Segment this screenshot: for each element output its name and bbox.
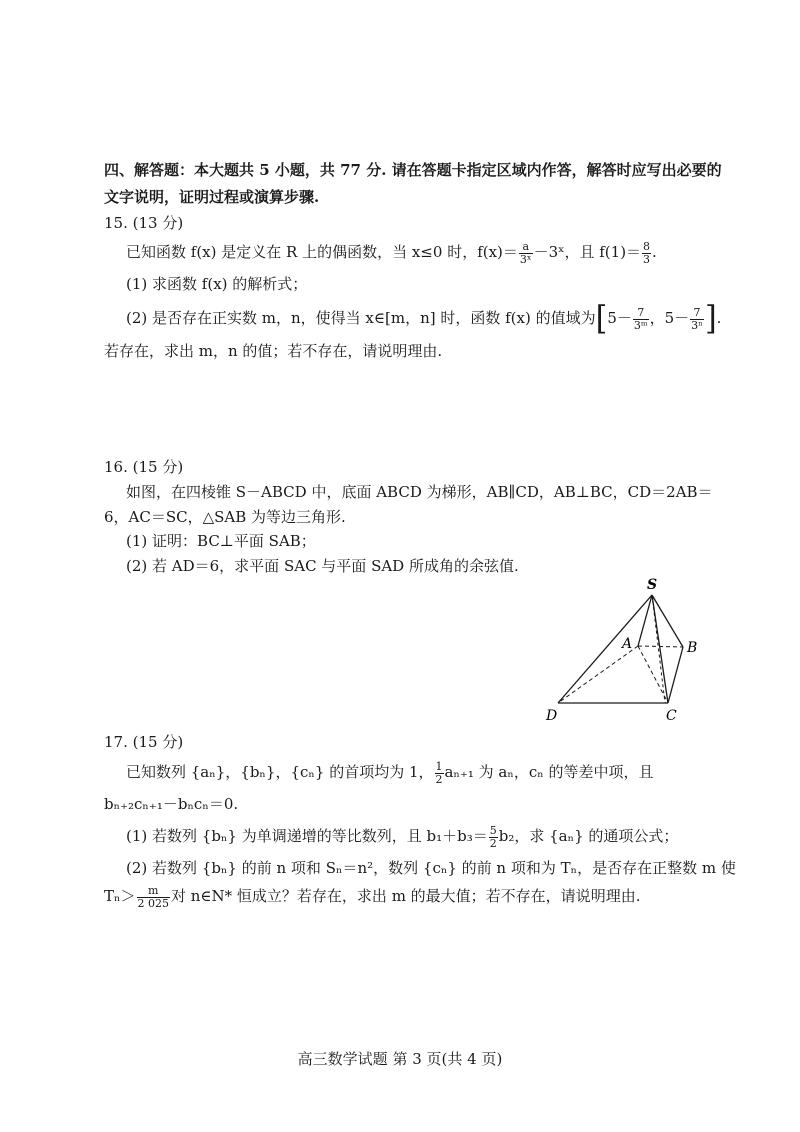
q17-stem bbox=[126, 758, 654, 786]
q15-stem: 已知函数 f(x) 是定义在 R 上的偶函数，当 x≤0 时，f(x)＝ $\frac{a}{\text{3ˣ}}$ －3ˣ，且 f(1)＝ $\frac{8}{3}$ . bbox=[126, 239, 657, 266]
label-s: S bbox=[647, 577, 658, 593]
q15-sub1: (1) 求函数 f(x) 的解析式； bbox=[126, 275, 308, 293]
q15-number: 15. (13 分) bbox=[104, 214, 184, 232]
q15-sub2: (2) 是否存在正实数 m，n，使得当 x∈[m，n] 时，函数 f(x) 的值域为[5－ $\frac{7}{\text{3ᵐ}}$ ，5－ $\frac{7}{\text{3ⁿ}}$ ]. bbox=[126, 299, 722, 338]
q17-sub2-line2 bbox=[104, 882, 640, 910]
q17-sub2-post: 对 n∈N* 恒成立？若存在，求出 m 的最大值；若不存在，请说明理由. bbox=[171, 887, 641, 905]
q17-stem-line2: bₙ₊₂cₙ₊₁－bₙcₙ＝0. bbox=[104, 795, 239, 813]
q15-sub2-line2: 若存在，求出 m，n 的值；若不存在，请说明理由. bbox=[104, 342, 443, 360]
q17-sub2-line1: (2) 若数列 {bₙ} 的前 n 项和 Sₙ＝n²，数列 {cₙ} 的前 n 项和为 Tₙ，是否存在正整数 m 使 bbox=[126, 859, 736, 877]
q15-frac-8: $\frac{8}{3}$ bbox=[643, 239, 651, 266]
q15-range-right-frac: $\frac{7}{\text{3ⁿ}}$ bbox=[691, 305, 703, 332]
q16-stem-line2: 6，AC＝SC，△SAB 为等边三角形. bbox=[104, 508, 346, 526]
q17-stem-part1: 已知数列 {aₙ}，{bₙ}，{cₙ} 的首项均为 1， bbox=[126, 763, 434, 781]
label-b: B bbox=[687, 640, 698, 656]
q17-frac-5: $\frac{5}{2}$ bbox=[489, 823, 497, 850]
q17-frac-m: $\frac{m}{2 025}$ bbox=[137, 883, 169, 910]
q16-stem-line1: 如图，在四棱锥 S－ABCD 中，底面 ABCD 为梯形，AB∥CD，AB⊥BC，CD＝2AB＝ bbox=[126, 483, 713, 501]
q15-stem-part1: 已知函数 f(x) 是定义在 R 上的偶函数，当 x≤0 时，f(x)＝ bbox=[126, 243, 518, 261]
q16-sub1: (1) 证明：BC⊥平面 SAB； bbox=[126, 532, 316, 550]
q17-stem-part2: aₙ₊₁ 为 aₙ，cₙ 的等差中项，且 bbox=[444, 763, 654, 781]
q17-sub1-part2: b₂，求 {aₙ} 的通项公式； bbox=[498, 827, 679, 845]
edge-sb bbox=[652, 595, 683, 647]
q17-sub2-pre: Tₙ＞ bbox=[104, 887, 136, 905]
edge-sd bbox=[558, 595, 652, 703]
q16-number: 16. (15 分) bbox=[104, 458, 184, 476]
label-c: C bbox=[666, 708, 677, 724]
edge-sc bbox=[652, 595, 668, 703]
q17-number: 17. (15 分) bbox=[104, 733, 184, 751]
pyramid-figure bbox=[540, 570, 710, 725]
q15-sub2-part1: (2) 是否存在正实数 m，n，使得当 x∈[m，n] 时，函数 f(x) 的值域为 bbox=[126, 309, 596, 327]
label-d: D bbox=[546, 708, 558, 724]
edge-cb bbox=[668, 647, 683, 703]
q15-range-left-frac: $\frac{7}{\text{3ᵐ}}$ bbox=[633, 305, 648, 332]
section-header-line2: 文字说明，证明过程或演算步骤. bbox=[104, 188, 320, 206]
q17-frac-half: $\frac{1}{2}$ bbox=[435, 759, 443, 786]
section-header-line1: 四、解答题：本大题共 5 小题，共 77 分. 请在答题卡指定区域内作答，解答时应写出必要的 bbox=[104, 161, 722, 179]
edge-ad bbox=[558, 646, 638, 703]
q16-sub2: (2) 若 AD＝6，求平面 SAC 与平面 SAD 所成角的余弦值. bbox=[126, 557, 519, 575]
page-footer: 高三数学试题 第 3 页(共 4 页) bbox=[297, 1050, 503, 1068]
q17-sub1 bbox=[126, 822, 678, 850]
q15-frac-a: $\frac{a}{\text{3ˣ}}$ bbox=[519, 239, 532, 266]
label-a: A bbox=[622, 636, 633, 652]
q15-stem-part2: －3ˣ，且 f(1)＝ bbox=[533, 243, 642, 261]
q17-sub1-part1: (1) 若数列 {bₙ} 为单调递增的等比数列，且 b₁＋b₃＝ bbox=[126, 827, 488, 845]
edge-ab bbox=[638, 646, 683, 647]
